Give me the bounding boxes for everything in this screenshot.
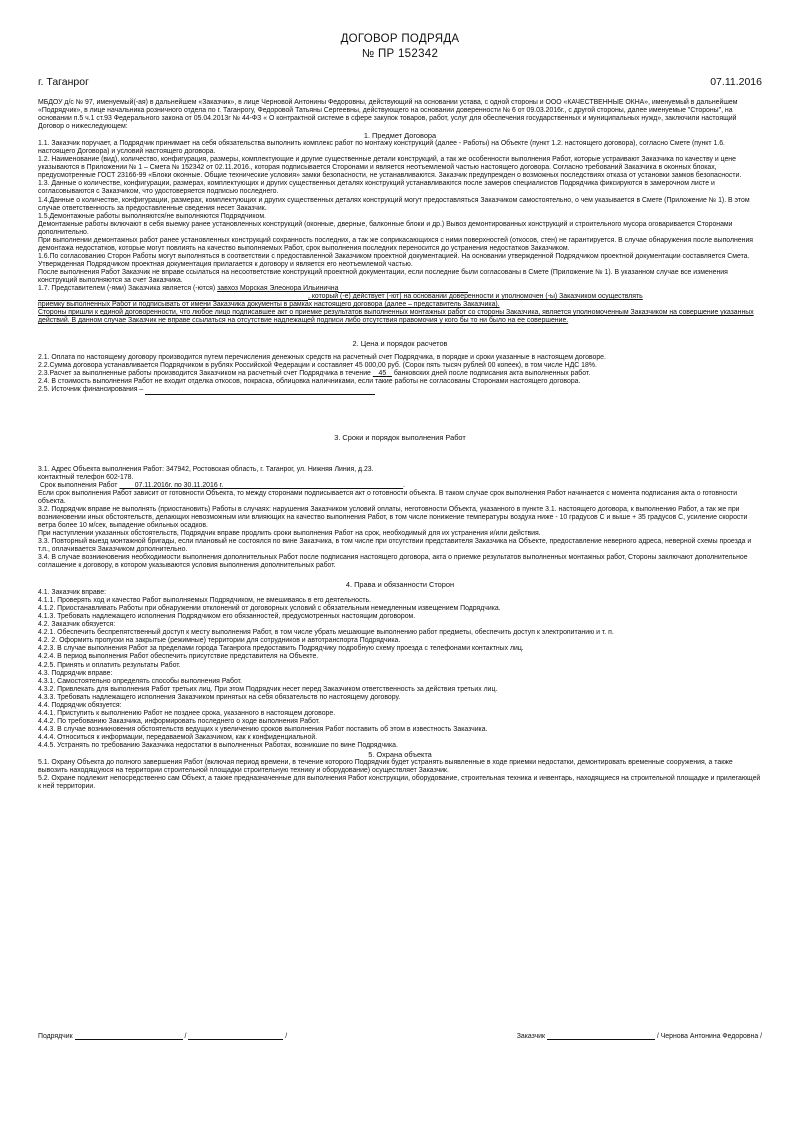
paragraph-4-1: 4.1. Заказчик вправе: (38, 589, 107, 597)
paragraph-4-4: 4.4. Подрядчик обязуется: (38, 701, 122, 709)
paragraph-5-2: 5.2. Охране подлежит непосредственно сам Объект, а также предназначенные для выполнения Работ конструкции, оборудование, строительная техника и инвентарь, находящиеся на строительной площадке и прилегающей к ней территории. (38, 775, 761, 791)
paragraph-1-5-warranty: При выполнении демонтажных работ ранее установленных конструкций сохранность последних, а так же соприкасающихся с ними поверхностей (откосов, стен) не гарантируется. В случае обнаружения после выполнения демонтажа недостатков, которые могут повлиять на качество выполняемых Работ, срок выполнения последних переносится до устранения недостатков Заказчиком. (38, 236, 754, 252)
representative-tail: приемку выполненных Работ и подписывать от имени Заказчика документы в рамках настоящего договора (далее – представитель Заказчика). (38, 301, 500, 309)
work-term-value: 07.11.2016г. по 30.11.2016 г. (134, 481, 224, 489)
document-title (38, 32, 762, 62)
paragraph-4-3-1: 4.3.1. Самостоятельно определять способы выполнения Работ. (38, 677, 242, 685)
paragraph-4-4-1: 4.4.1. Приступить к выполнению Работ не позднее срока, указанного в настоящем договоре. (38, 709, 336, 717)
representative-name: завхоз Морская Элеонора Ильинична (217, 285, 339, 293)
paragraph-4-2-3: 4.2.3. В случае выполнения Работ за пределами города Таганрога предоставить Подрядчику подробную схему проезда с телефонами контактных лиц. (38, 645, 524, 653)
customer-label: Заказчик (516, 1033, 546, 1040)
paragraph-4-3-3: 4.3.3. Требовать надлежащего исполнения Заказчиком принятых на себя обязательств по настоящему договору. (38, 693, 401, 701)
payment-term-suffix: банковских дней после подписания акта выполненных работ. (393, 370, 591, 378)
contractor-slash: / (184, 1033, 187, 1040)
contract-body (38, 99, 762, 791)
paragraph-4-2-5: 4.2.5. Принять и оплатить результаты Работ. (38, 661, 181, 669)
representative-blank-2 (38, 293, 308, 301)
contractor-label: Подрядчик (38, 1033, 73, 1040)
signatures-row (38, 1032, 762, 1040)
paragraph-1-5-demolition: Демонтажные работы включают в себя выемку ранее установленных конструкций (оконные, дверные, балконные блоки и др.) Вывоз демонтированных конструкций и строительного мусора оговаривается Сторонами дополнительно. (38, 220, 733, 236)
contractor-name-line (188, 1032, 283, 1040)
paragraph-4-4-5: 4.4.5. Устранять по требованию Заказчика недостатки в выполненных Работах, возникшие по вине Подрядчика. (38, 742, 398, 749)
work-term-label: Срок выполнения Работ (39, 481, 118, 489)
customer-signature (517, 1032, 762, 1040)
paragraph-1-7 (38, 285, 762, 293)
paragraph-4-1-1: 4.1.1. Проверять ход и качество Работ выполняемых Подрядчиком, не вмешиваясь в его деятельность. (38, 597, 372, 605)
paragraph-1-3: 1.3. Данные о количестве, конфигурации, размерах, комплектующих и других существенных деталях конструкций устанавливаются после замеров специалистов Подрядчика фиксируются в замерочном листе и согласовываются с Заказчиком, что удостоверяется подписью последнего. (38, 180, 715, 196)
paragraph-1-4: 1.4.Данные о количестве, конфигурации, размерах, комплектующих и других существенных деталях конструкций могут предоставляться Заказчиком самостоятельно, о чем указывается в Смете (Приложение № 1). В этом случае ответственность за предоставленные сведения несет Заказчик. (38, 196, 750, 212)
paragraph-2-1: 2.1. Оплата по настоящему договору производится путем перечисления денежных средств на расчетный счет Подрядчика, в порядке и сроки указанные в настоящем договоре. (38, 354, 606, 362)
intro-paragraph: МБДОУ д/с № 97, именуемый(-ая) в дальнейшем «Заказчик», в лице Черновой Антонины Федоровны, действующий на основании устава, с одной стороны и ООО «КАЧЕСТВЕННЫЕ ОКНА», именуемый в дальнейшем «Подрядчик», в лице начальника розничного отдела по г. Таганрогу, Федоровой Татьяны Сергеевны, действующего на основании доверенности № 6 от 09.03.2016г., с другой стороны, далее именуемые "Стороны", на основании п.5 ч.1 ст.93 Федерального закона от 05.04.2013г № 44-ФЗ « О контрактной системе в сфере закупок товаров, работ, услуг для обеспечения государственных и муниципальных нужд», заключили настоящий Договор о нижеследующем: (38, 99, 738, 131)
paragraph-1-2: 1.2. Наименование (вид), количество, конфигурация, размеры, комплектующие и другие существенные детали конструкций, а так же особенности выполнения Работ, которые устраивают Заказчика по качеству и цене указываются в Приложении № 1 – Смета № 152342 от 02.11.2016., которая подписывается Сторонами и является неотъемлемой частью настоящего договора. Согласно требований Заказчика в оконных блоках, предусмотренные ГОСТ 23166-99 «Блоки оконные. Общие технические условия» замки безопасности, не устанавливаются. Заказчик предупрежден о возможных последствиях отказа от установки замков безопасности. (38, 156, 742, 180)
contract-title: ДОГОВОР ПОДРЯДА (340, 33, 460, 45)
paragraph-3-4: 3.4. В случае возникновения необходимости выполнения дополнительных Работ после подписания настоящего договора, акта о приемке результатов выполненных монтажных работ, Стороны заключают дополнительное соглашение к договору, в котором указываются условия выполнения дополнительных работ. (38, 554, 748, 570)
paragraph-4-4-3: 4.4.3. В случае возникновения обстоятельств ведущих к увеличению сроков выполнения Работ поставить об этом в известность Заказчика. (38, 725, 488, 733)
paragraph-1-6: 1.6.По согласованию Сторон Работы могут выполняться в соответствии с предоставленной Заказчиком проектной документацией. На основании утвержденной Подрядчиком проектной документации составляется Смета. Утвержденная Подрядчиком проектная документация прилагается к договору и является его неотъемлемой частью. (38, 252, 750, 268)
payment-term-prefix: 2.3.Расчет за выполненные работы производится Заказчиком на расчетный счет Подрядчика в течение (38, 370, 371, 378)
paragraph-4-2-2: 4.2. 2. Оформить пропуски на закрытые (режимные) территории для сотрудников и автотранспорта Подрядчика. (38, 637, 401, 645)
section5-heading: 5. Охрана объекта (368, 750, 432, 760)
city: г. Таганрог (38, 76, 89, 88)
paragraph-1-1: 1.1. Заказчик поручает, а Подрядчик принимает на себя обязательства выполнить комплекс работ по монтажу конструкций (далее - Работы) на Объекте (пункт 1.2. настоящего договора), согласно Смете (пункт 1.6. настоящего Договора) и условий настоящего договора. (38, 140, 725, 156)
paragraph-4-4-2: 4.4.2. По требованию Заказчика, информировать последнего о ходе выполнения Работ. (38, 717, 320, 725)
paragraph-3-1-readiness: Если срок выполнения Работ зависит от готовности Объекта, то между сторонами подписывается акт о готовности объекта. В таком случае срок выполнения Работ начинается с момента подписания акта о готовности объекта. (38, 489, 738, 505)
section2-heading: 2. Цена и порядок расчетов (352, 339, 448, 349)
agreement-paragraph: Стороны пришли к единой договоренности, что любое лицо подписавшее акт о приемке результатов выполненных монтажных работ со стороны Заказчика, является уполномоченным Заказчиком на совершение указанных действий. В данном случае Заказчик не вправе ссылаться на отсутствие надлежащей подписи либо отсутствия правомочия у кого бы то ни было на ее совершение. (38, 309, 754, 325)
paragraph-2-2: 2.2.Сумма договора устанавливается Подрядчиком в рублях Российской Федерации и составляет 45 000,00 руб. (Сорок пять тысяч рублей 00 копеек), в том числе НДС 18%. (38, 362, 597, 370)
city-date-row (38, 76, 762, 89)
representative-blank (338, 285, 468, 293)
work-term: Срок выполнения Работ 07.11.2016г. по 30.11.2016 г. . (39, 481, 406, 489)
paragraph-3-2-extend: При наступлении указанных обстоятельств, Подрядчик вправе продлить сроки выполнения Работ на срок, необходимый для их устранения и/или действия. (38, 529, 541, 537)
paragraph-4-4-4: 4.4.4. Относиться к информации, передаваемой Заказчиком, как к конфиденциальной. (38, 733, 318, 741)
paragraph-4-1-2: 4.1.2. Приостанавливать Работы при обнаружении отклонений от договорных условий с обязательным немедленным извещением Подрядчика. (38, 605, 501, 613)
contractor-signature (38, 1032, 287, 1040)
section4-heading: 4. Права и обязанности Сторон (345, 580, 455, 590)
paragraph-4-2: 4.2. Заказчик обязуется: (38, 621, 116, 629)
customer-signature-line (547, 1032, 655, 1040)
representative-suffix: , который (-е) действует (-ют) на основании доверенности и уполномочен (-ы) Заказчиком осуществлять (308, 293, 643, 301)
paragraph-1-5: 1.5.Демонтажные работы выполняются/не выполняются Подрядчиком. (38, 212, 266, 220)
contractor-signature-line (75, 1032, 183, 1040)
contract-number: № ПР 152342 (361, 48, 439, 60)
paragraph-1-6-changes: После выполнения Работ Заказчик не вправе ссылаться на несоответствие конструкций проектной документации, если последние были согласованы в Смете (Приложение № 1). В указанном случае все изменения конструкций выполняются за счет Заказчика. (38, 268, 728, 284)
paragraph-4-2-4: 4.2.4. В период выполнения Работ обеспечить присутствие представителя на Объекте. (38, 653, 319, 661)
financing-source-label: 2.5. Источник финансирования – (38, 386, 144, 394)
paragraph-4-1-3: 4.1.3. Требовать надлежащего исполнения Подрядчиком его обязанностей, предусмотренных настоящим договором. (38, 613, 416, 621)
paragraph-1-7-cont (38, 293, 762, 301)
contact-phone: контактный телефон 602-178. (38, 473, 134, 481)
contract-date: 07.11.2016 (710, 76, 762, 88)
paragraph-2-5 (38, 386, 762, 394)
paragraph-5-1: 5.1. Охрану Объекта до полного завершения Работ (включая период времени, в течение которого Подрядчик будет устранять выявленные в ходе приемки недостатки, демонтировать временные сооружения, а также вывозить находящуюся на территории строительной площадки строительную технику и оборудование) осуществляет Заказчик. (38, 759, 733, 775)
representative-prefix: 1.7. Представителем (-ями) Заказчика является (-ются) (38, 285, 216, 293)
paragraph-3-1: 3.1. Адрес Объекта выполнения Работ: 347942, Ростовская область, г. Таганрог, ул. Нижняя Линия, д.23. (38, 465, 374, 473)
customer-name: / Чернова Антонина Федоровна / (656, 1033, 762, 1040)
paragraph-3-2: 3.2. Подрядчик вправе не выполнять (приостановить) Работы в случаях: нарушения Заказчиком условий оплаты, неготовности Объекта, указанного в пункте 3.1. настоящего договора, к выполнению Работ, а так же при возникновении иных обстоятельств, делающих невозможным или влияющих на качество выполнения Работ, в том числе понижение температуры воздуха ниже - 10 градусов С и выше + 35 градусов С, усиление скорости ветра более 10 м/сек, выпадение обильных осадков. (38, 505, 748, 529)
paragraph-4-3-2: 4.3.2. Привлекать для выполнения Работ третьих лиц. При этом Подрядчик несет перед Заказчиком ответственность за действия третьих лиц. (38, 685, 498, 693)
paragraph-4-2-1: 4.2.1. Обеспечить беспрепятственный доступ к месту выполнения Работ, в том числе убрать мешающие выполнению работ предметы, обеспечить доступ к электропитанию и т. п. (38, 629, 614, 637)
contractor-slash-2: / (285, 1033, 288, 1040)
paragraph-3-3: 3.3. Повторный выезд монтажной бригады, если плановый не состоялся по вине Заказчика, в том числе при отсутствии представителя Заказчика на Объекте, предоставление неверного адреса, неверной схемы проезда и т.п., оплачивается Заказчиком дополнительно. (38, 537, 752, 553)
section1-heading: 1. Предмет Договора (363, 131, 437, 141)
financing-source-blank (145, 387, 375, 395)
paragraph-4-3: 4.3. Подрядчик вправе: (38, 669, 113, 677)
paragraph-2-4: 2.4. В стоимость выполнения Работ не входит отделка откосов, покраска, облицовка наличниками, если такие работы не согласованы Сторонами настоящего договора. (38, 378, 581, 386)
section3-heading: 3. Сроки и порядок выполнения Работ (334, 432, 466, 442)
payment-days: 45 (378, 370, 387, 378)
